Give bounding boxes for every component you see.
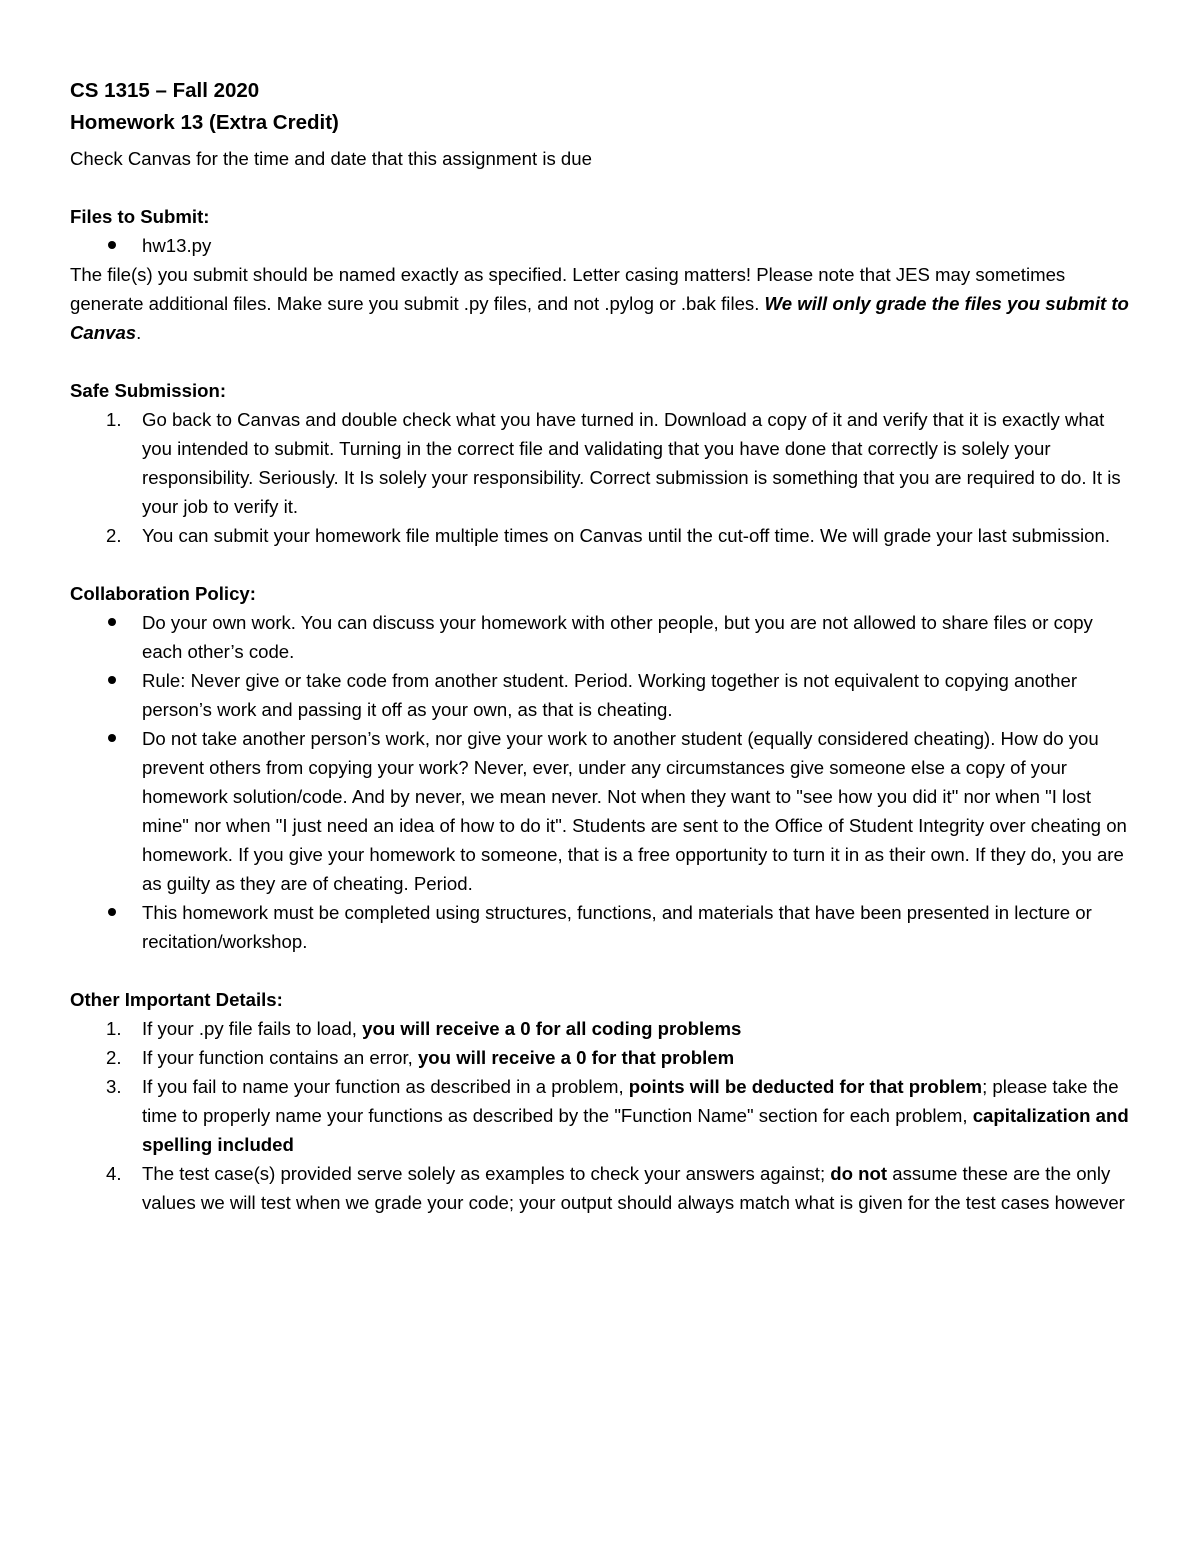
collaboration-policy-heading: Collaboration Policy: (70, 583, 256, 604)
list-item (70, 1043, 1140, 1072)
list-item-text: If you fail to name your function as described in a problem, (142, 1076, 629, 1097)
list-item-text: This homework must be completed using structures, functions, and materials that have been presented in lecture or recitation/workshop. (142, 902, 1092, 952)
list-item (70, 521, 1140, 550)
other-details-heading: Other Important Details: (70, 989, 283, 1010)
submission-note-emphasis: We will only grade the files you submit to Canvas (70, 293, 1129, 343)
bullet-icon (108, 908, 116, 916)
submission-note-end: . (136, 322, 142, 343)
collaboration-policy-list (70, 608, 1140, 956)
course-title: CS 1315 – Fall 2020 (70, 79, 260, 102)
list-number: 4. (106, 1163, 122, 1184)
list-item-emphasis: points will be deducted for that problem (628, 1076, 983, 1097)
list-item-text: Rule: Never give or take code from another student. Period. Working together is not equivalent to copying another person’s work and passing it off as your own, as that is cheating. (142, 670, 1078, 720)
list-item (70, 608, 1140, 666)
list-item-emphasis: you will receive a 0 for that problem (417, 1047, 735, 1068)
list-item (70, 724, 1140, 898)
list-item-text: If your function contains an error, (142, 1047, 418, 1068)
safe-submission-list (70, 405, 1140, 550)
list-item-text: You can submit your homework file multiple times on Canvas until the cut-off time. We will grade your last submission. (142, 525, 1110, 546)
bullet-icon (108, 241, 116, 249)
list-item-text: Go back to Canvas and double check what you have turned in. Download a copy of it and verify that it is exactly what you intended to submit. Turning in the correct file and validating that you have done that correctly is solely your responsibility. Seriously. It Is solely your responsibility. Correct submission is something that you are required to do. It is your job to verify it. (142, 409, 1121, 517)
list-number: 3. (106, 1076, 122, 1097)
list-item (70, 1159, 1140, 1217)
list-item (70, 898, 1140, 956)
safe-submission-heading: Safe Submission: (70, 380, 227, 401)
list-item-text: Do your own work. You can discuss your homework with other people, but you are not allowed to share files or copy each other’s code. (142, 612, 1093, 662)
files-list (70, 231, 1140, 260)
files-to-submit-heading: Files to Submit: (70, 206, 210, 227)
list-item-emphasis: you will receive a 0 for all coding problems (362, 1018, 742, 1039)
list-item (70, 405, 1140, 521)
list-item-text: Do not take another person’s work, nor give your work to another student (equally considered cheating). How do you prevent others from copying your work? Never, ever, under any circumstances give someone else a copy of your homework solution/code. And by never, we mean never. Not when they want to "see how you did it" nor when "I lost mine" nor when "I just need an idea of how to do it". Students are sent to the Office of Student Integrity over cheating on homework. If you give your homework to someone, that is a free opportunity to turn it in as their own. If they do, you are as guilty as they are of cheating. Period. (142, 728, 1127, 894)
due-note: Check Canvas for the time and date that this assignment is due (70, 148, 592, 169)
list-item-emphasis: capitalization and spelling included (142, 1105, 1129, 1155)
list-number: 2. (106, 525, 122, 546)
submission-note-text: The file(s) you submit should be named exactly as specified. Letter casing matters! Please note that JES may sometimes generate additional files. Make sure you submit .py files, and not .pylog or .bak files. (70, 264, 1066, 314)
list-item-text: If your .py file fails to load, (142, 1018, 363, 1039)
list-item (70, 1014, 1140, 1043)
list-item (70, 666, 1140, 724)
list-item-text: The test case(s) provided serve solely as examples to check your answers against; (142, 1163, 831, 1184)
list-item-emphasis: do not (830, 1163, 888, 1184)
list-item-text: ; please take the time to properly name your functions as described by the "Function Name" section for each problem, (142, 1076, 1119, 1126)
list-item (70, 231, 1140, 260)
other-details-list (70, 1014, 1140, 1217)
submission-note (70, 260, 1140, 347)
bullet-icon (108, 676, 116, 684)
list-number: 1. (106, 409, 122, 430)
list-item-text: assume these are the only values we will test when we grade your code; your output should always match what is given for the test cases however (142, 1163, 1125, 1213)
assignment-title: Homework 13 (Extra Credit) (70, 111, 339, 134)
list-item (70, 1072, 1140, 1159)
list-number: 1. (106, 1018, 122, 1039)
list-number: 2. (106, 1047, 122, 1068)
bullet-icon (108, 734, 116, 742)
bullet-icon (108, 618, 116, 626)
file-name: hw13.py (142, 235, 212, 256)
